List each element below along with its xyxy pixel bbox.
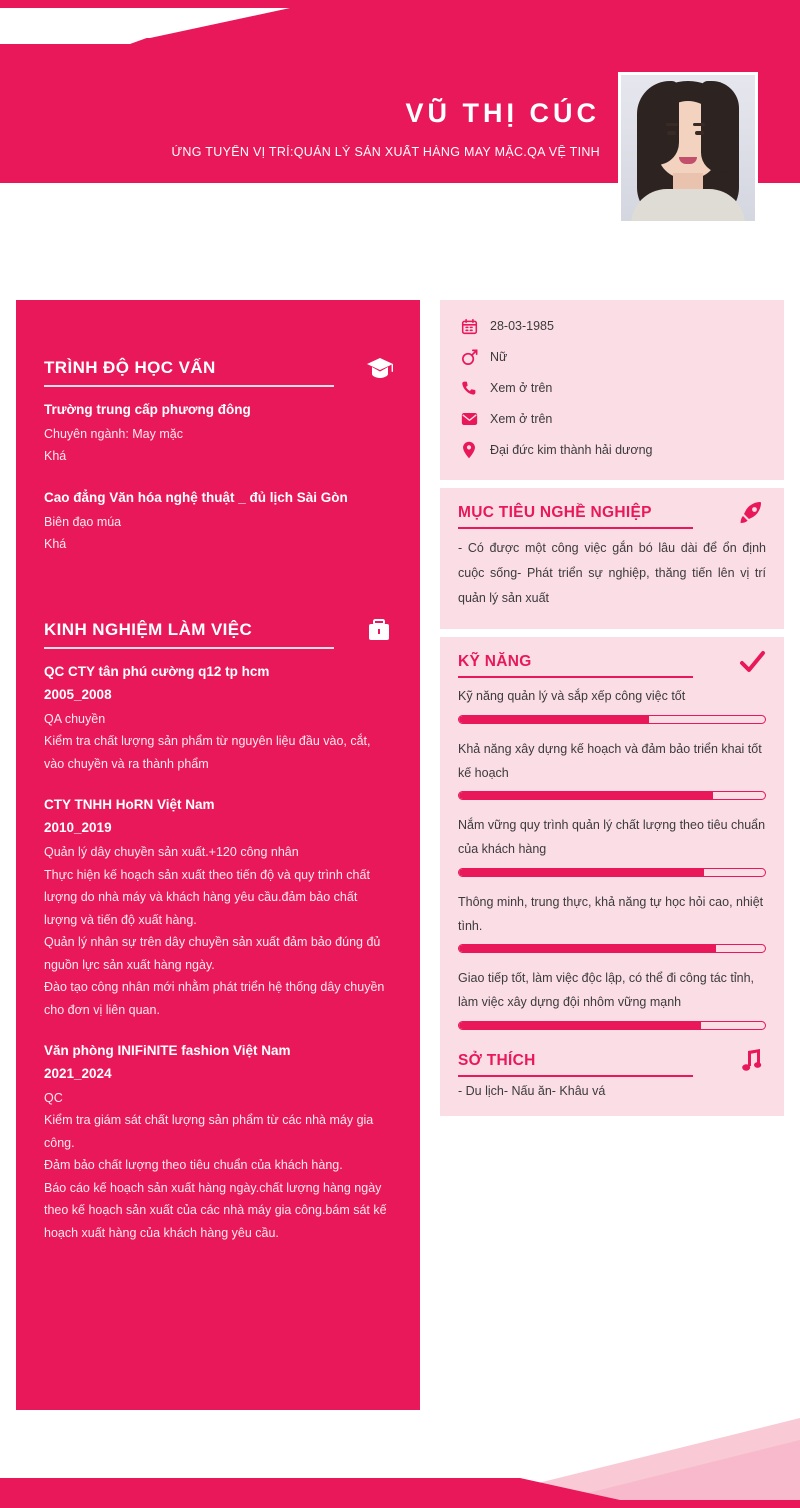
experience-period: 2010_2019 (44, 820, 112, 836)
experience-detail: Thực hiện kế hoạch sản xuất theo tiến độ và quy trình chất lượng do nhà máy và khách hàng yêu cầu.đảm bảo chất lượng và tiến độ xuất hàng. (44, 867, 370, 927)
skills-block (440, 637, 784, 1116)
avatar-eye-left (667, 131, 676, 135)
skills-section-header (458, 653, 766, 671)
skill-bar-fill (459, 869, 704, 876)
experience-detail: Quản lý nhân sự trên dây chuyền sản xuất đảm bảo đúng đủ nguồn lực sản xuất hàng ngày. (44, 935, 381, 972)
left-column (16, 300, 420, 1410)
email-icon (458, 409, 480, 429)
skill-bar (458, 868, 766, 877)
experience-detail: Đảm bảo chất lượng theo tiêu chuẩn của khách hàng. (44, 1158, 343, 1173)
check-mark-icon (738, 649, 766, 675)
skill-item (458, 738, 766, 801)
skill-bar-fill (459, 945, 716, 952)
music-note-icon (738, 1048, 766, 1074)
skill-label: Thông minh, trung thực, khả năng tự học hỏi cao, nhiệt tình. (458, 894, 764, 933)
contact-item-phone[interactable] (458, 378, 766, 398)
objective-underline (458, 527, 693, 529)
experience-role: QA chuyền (44, 711, 106, 726)
contact-block (440, 300, 784, 480)
experience-company: CTY TNHH HoRN Việt Nam (44, 797, 215, 813)
experience-detail: Đào tạo công nhân mới nhằm phát triển hệ thống dây chuyền cho đơn vị liên quan. (44, 980, 385, 1017)
skill-bar-fill (459, 716, 649, 723)
hobbies-title: SỞ THÍCH (458, 1051, 536, 1069)
experience-company: QC CTY tân phú cường q12 tp hcm (44, 663, 270, 679)
hobbies-underline (458, 1075, 693, 1077)
skill-bar (458, 1021, 766, 1030)
skills-title: KỸ NĂNG (458, 653, 532, 670)
education-grade: Khá (44, 537, 67, 552)
objective-title: MỤC TIÊU NGHỀ NGHIỆP (458, 504, 652, 521)
contact-item-gender (458, 347, 766, 367)
briefcase-icon (366, 618, 392, 642)
experience-role: Quản lý dây chuyền sản xuất.+120 công nhân (44, 845, 299, 860)
skill-item (458, 685, 766, 724)
skill-bar-fill (459, 792, 713, 799)
graduation-cap-icon (366, 356, 392, 380)
avatar-brow-right (693, 123, 705, 126)
education-major: Chuyên ngành: May mặc (44, 426, 183, 441)
avatar-body (631, 189, 745, 224)
education-entry (44, 488, 392, 556)
candidate-position: ỨNG TUYỂN VỊ TRÍ:QUẢN LÝ SẢN XUẤT HÀNG MAY MẶC.QA VỆ TINH (171, 145, 600, 159)
contact-value: Đại đức kim thành hải dương (490, 443, 653, 457)
education-major: Biên đạo múa (44, 514, 122, 529)
right-column (440, 300, 784, 1124)
contact-value: Xem ở trên (490, 412, 553, 426)
objective-block (440, 488, 784, 629)
skill-item (458, 891, 766, 954)
experience-detail: Báo cáo kế hoạch sản xuất hàng ngày.chất lượng hàng ngày theo kế hoạch sản xuất của các nhà máy gia công.bám sát kế hoạch xuất hàng của khách hàng yêu cầu. (44, 1180, 387, 1240)
education-school: Trường trung cấp phương đông (44, 402, 251, 417)
experience-entry (44, 1041, 392, 1244)
hobbies-section-header (458, 1052, 766, 1070)
skill-item (458, 814, 766, 877)
experience-detail: Kiểm tra giám sát chất lượng sản phẩm từ các nhà máy gia công. (44, 1113, 374, 1150)
skill-bar (458, 715, 766, 724)
contact-value: 28-03-1985 (490, 319, 554, 333)
skill-item (458, 967, 766, 1030)
experience-period: 2005_2008 (44, 686, 112, 702)
education-entry (44, 400, 392, 468)
education-underline (44, 385, 334, 387)
experience-title: KINH NGHIỆM LÀM VIỆC (44, 619, 253, 639)
experience-company: Văn phòng INIFiNITE fashion Việt Nam (44, 1043, 291, 1059)
contact-value: Nữ (490, 350, 508, 364)
education-section-header (44, 358, 392, 378)
phone-icon (458, 378, 480, 398)
education-school: Cao đẳng Văn hóa nghệ thuật _ đủ lịch Sài Gòn (44, 489, 348, 505)
avatar-brow-left (666, 123, 678, 126)
skill-bar-fill (459, 1022, 701, 1029)
skill-label: Nắm vững quy trình quản lý chất lượng theo tiêu chuẩn của khách hàng (458, 818, 766, 856)
experience-section-header (44, 620, 392, 640)
contact-value: Xem ở trên (490, 381, 553, 395)
education-grade: Khá (44, 449, 67, 464)
experience-underline (44, 647, 334, 649)
section-spacer (44, 576, 392, 620)
skill-bar (458, 791, 766, 800)
objective-body: - Có được một công việc gắn bó lâu dài để ổn định cuộc sống- Phát triển sự nghiệp, thăng tiến lên vị trí quản lý sản xuất (458, 541, 766, 605)
experience-entry (44, 795, 392, 1021)
calendar-icon (458, 316, 480, 336)
skill-label: Khả năng xây dựng kế hoạch và đảm bảo triển khai tốt kế hoạch (458, 741, 762, 780)
experience-detail: Kiểm tra chất lượng sản phẩm từ nguyên liệu đầu vào, cắt, vào chuyền và ra thành phẩm (44, 734, 371, 771)
skills-underline (458, 676, 693, 678)
resume-header (0, 0, 800, 240)
footer-bottom-band (0, 1500, 800, 1508)
contact-item-birthdate (458, 316, 766, 336)
skill-label: Kỹ năng quản lý và sắp xếp công việc tốt (458, 689, 686, 703)
avatar (618, 72, 758, 224)
gender-icon (458, 347, 480, 367)
contact-item-email[interactable] (458, 409, 766, 429)
rocket-icon (738, 500, 766, 526)
hobbies-body: - Du lịch- Nấu ăn- Khâu vá (458, 1083, 606, 1098)
resume-footer (0, 1418, 800, 1508)
contact-item-address (458, 440, 766, 460)
skill-label: Giao tiếp tốt, làm việc độc lập, có thể đi công tác tỉnh, làm việc xây dựng đội nhôm vững mạnh (458, 971, 754, 1009)
candidate-name: VŨ THỊ CÚC (405, 98, 600, 128)
experience-period: 2021_2024 (44, 1065, 112, 1081)
header-top-band (0, 0, 800, 8)
education-title: TRÌNH ĐỘ HỌC VẤN (44, 358, 216, 377)
experience-entry (44, 662, 392, 775)
experience-role: QC (44, 1090, 63, 1105)
location-pin-icon (458, 440, 480, 460)
skill-bar (458, 944, 766, 953)
avatar-hair-right (701, 81, 739, 173)
objective-section-header (458, 504, 766, 522)
avatar-eye-right (695, 131, 704, 135)
